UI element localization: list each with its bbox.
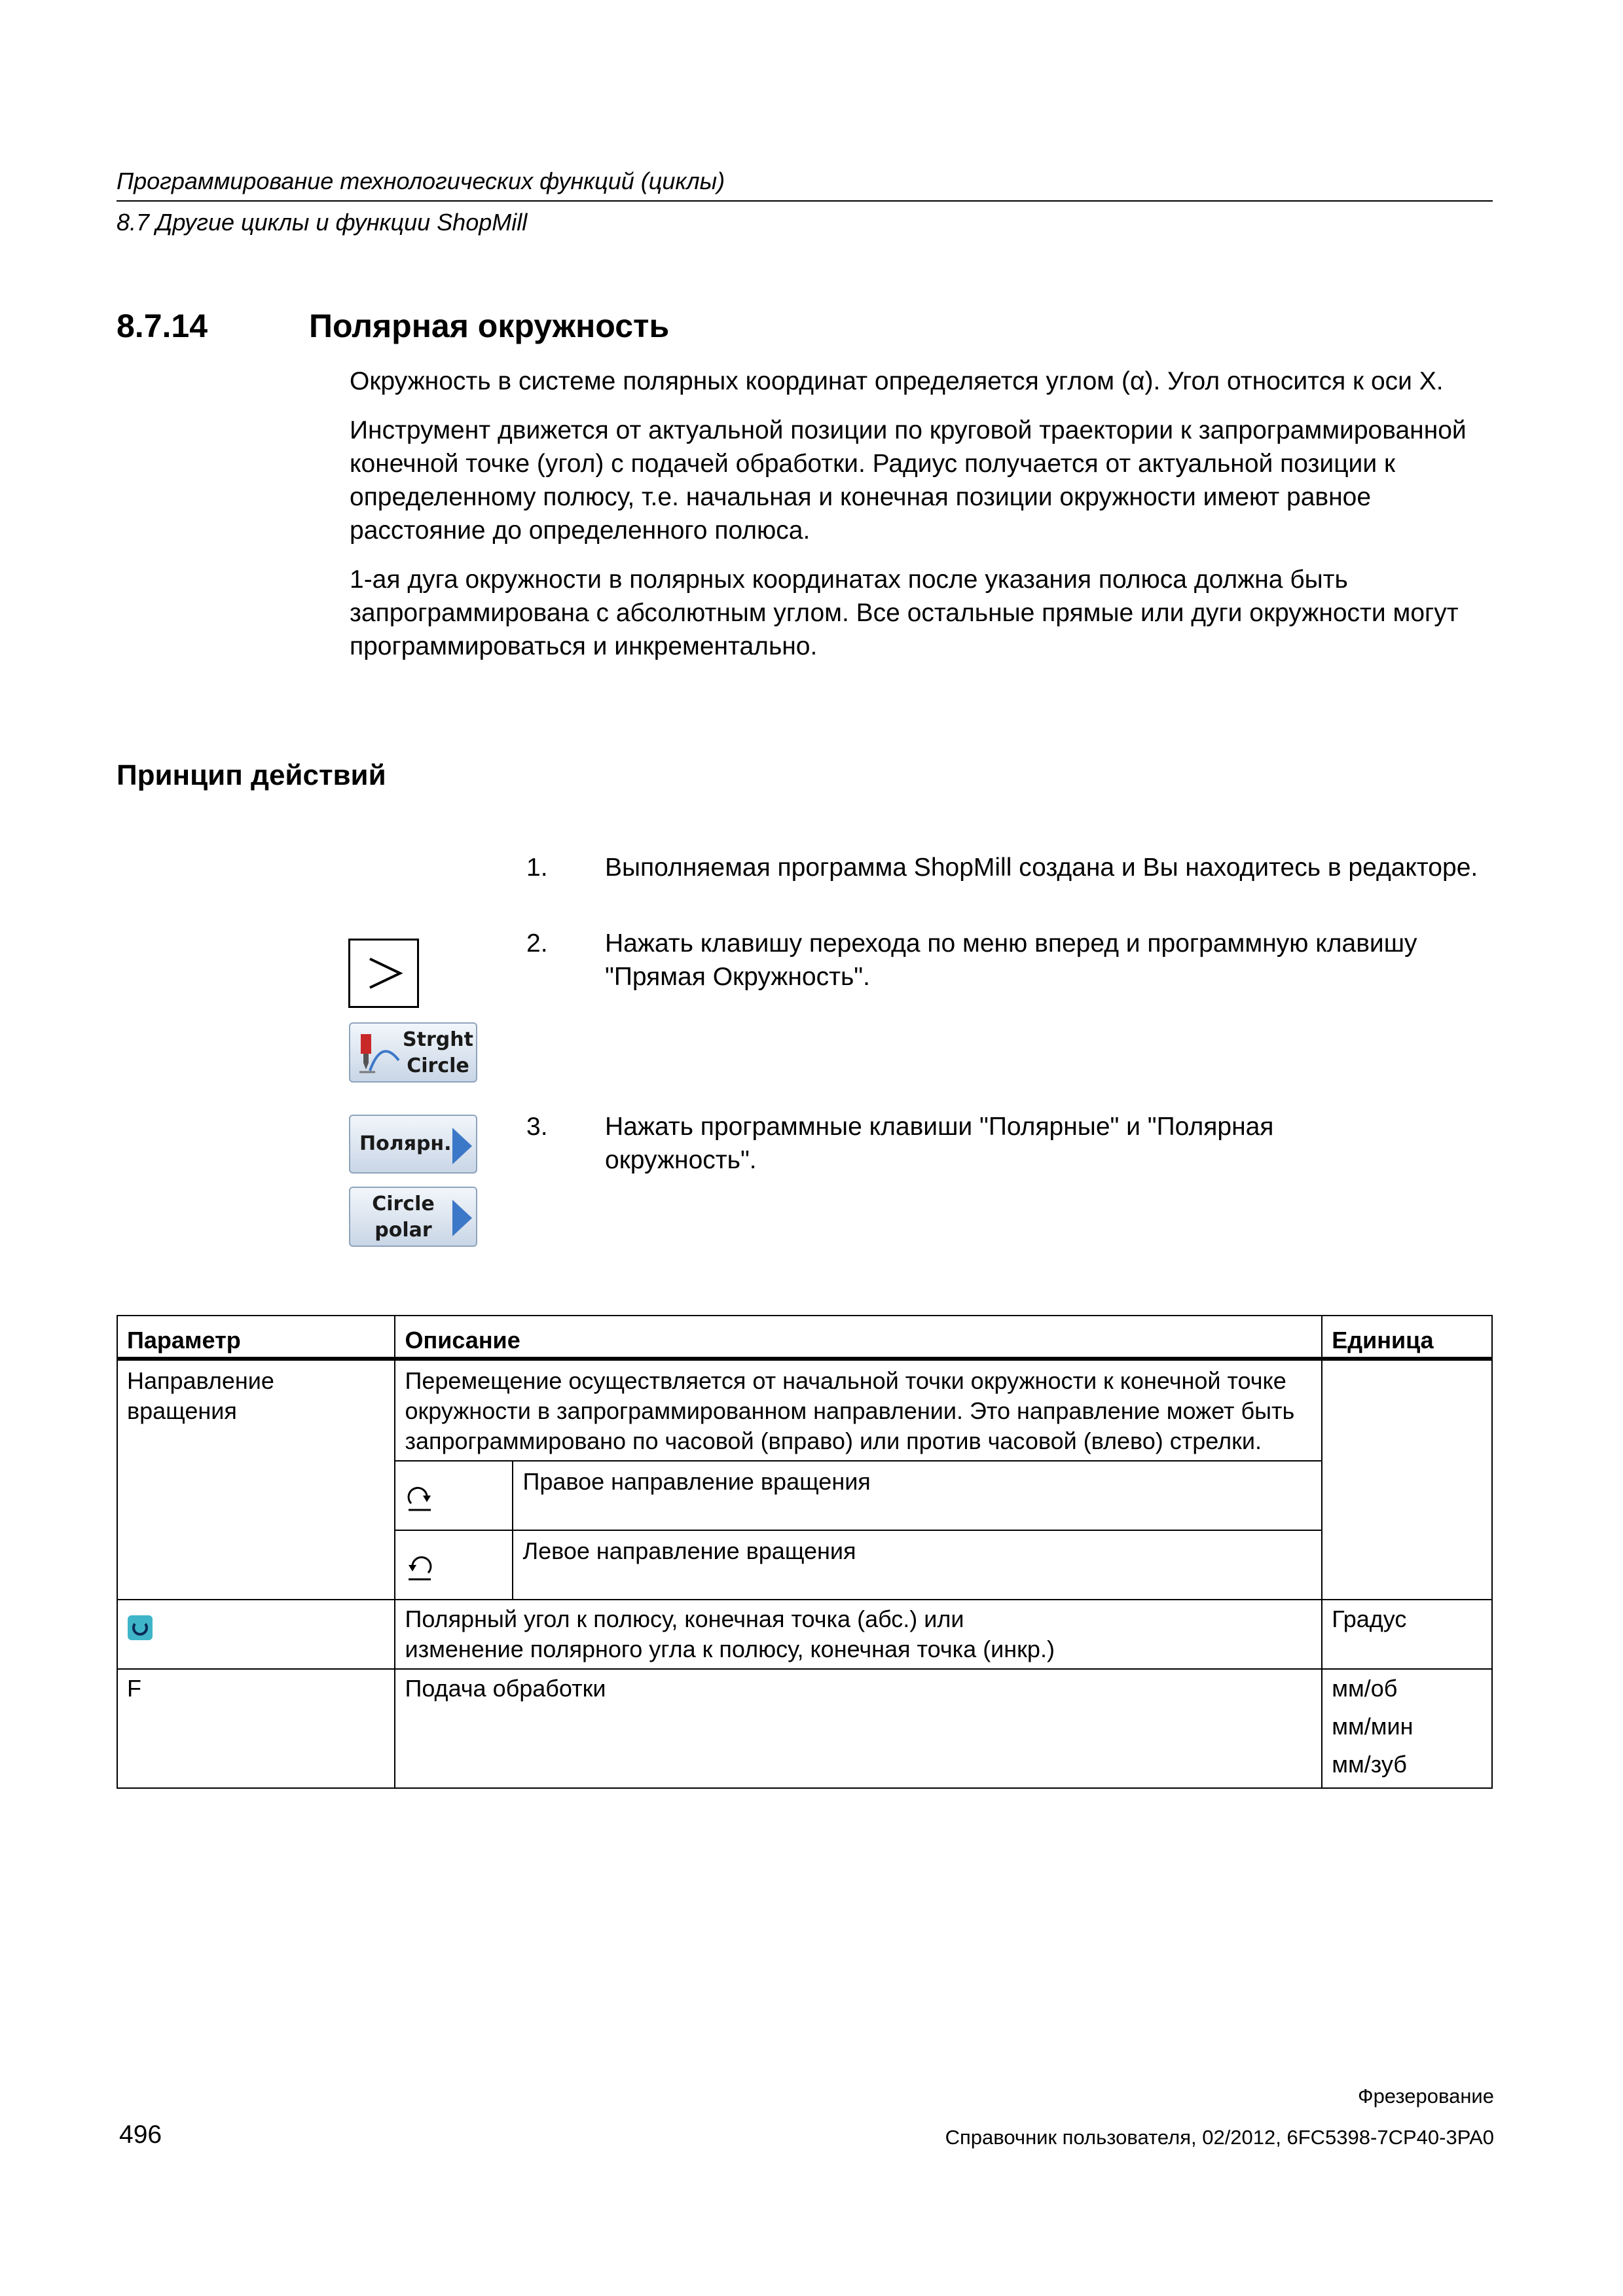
- softkey-label: polar: [374, 1219, 432, 1242]
- option-label: Левое направление вращения: [513, 1530, 1321, 1599]
- column-header: Параметр: [117, 1316, 395, 1359]
- softkey-label: Полярн.: [359, 1132, 452, 1155]
- column-header: Описание: [395, 1316, 1322, 1359]
- unit-value: мм/зуб: [1332, 1751, 1407, 1778]
- icon-cell: [395, 1461, 513, 1530]
- table-row: [117, 1359, 1492, 1600]
- menu-forward-key[interactable]: [348, 939, 419, 1008]
- step-text: Нажать программные клавиши "Полярные" и "Полярная окружность".: [605, 1113, 1274, 1174]
- step-number: 1.: [526, 853, 548, 882]
- table-row: [117, 1669, 1492, 1788]
- polar-softkey[interactable]: [349, 1115, 477, 1174]
- unit-cell: [1322, 1669, 1492, 1788]
- description-cell: [395, 1600, 1322, 1669]
- footer-product: Фрезерование: [1358, 2085, 1494, 2108]
- section-number: 8.7.14: [117, 308, 208, 344]
- running-header-section: 8.7 Другие циклы и функции ShopMill: [117, 209, 528, 236]
- description-text: Перемещение осуществляется от начальной точки окружности к конечной точке окружности в запрограммированном направлении. Это направление может быть запрограммировано по часовой (вправо) или против часовой (влево) стрелки.: [405, 1367, 1295, 1454]
- list-item: [395, 1530, 1321, 1599]
- param-name: Направление вращения: [127, 1367, 274, 1424]
- column-header: Единица: [1322, 1316, 1492, 1359]
- description-text: Полярный угол к полюсу, конечная точка (абс.) или изменение полярного угла к полюсу, конечная точка (инкр.): [405, 1605, 1055, 1662]
- chevron-right-icon: [350, 941, 417, 1006]
- unit-value: мм/об: [1332, 1675, 1398, 1702]
- procedure-heading: Принцип действий: [117, 759, 386, 791]
- running-header-chapter: Программирование технологических функций (циклы): [117, 168, 725, 194]
- unit-cell: Градус: [1322, 1600, 1492, 1669]
- page-number: 496: [119, 2121, 162, 2149]
- step-text: Выполняемая программа ShopMill создана и Вы находитесь в редакторе.: [605, 853, 1478, 882]
- mill-tool-arc-icon: [356, 1031, 403, 1076]
- list-item: [395, 1461, 1321, 1530]
- unit-value: мм/мин: [1332, 1713, 1413, 1740]
- table-row: [117, 1600, 1492, 1669]
- softkey-label: Strght: [403, 1028, 473, 1051]
- icon-cell: [395, 1530, 513, 1599]
- intro-paragraph: Инструмент движется от актуальной позиции по круговой траектории к запрограммированной конечной точке (угол) с подачей обработки. Радиус получается от актуальной позиции к определенному полюсу, т.е. начальная и конечная позиции окружности имеют равное расстояние до определенного полюса.: [350, 416, 1467, 545]
- description-cell: [395, 1359, 1322, 1600]
- param-name: F: [117, 1669, 395, 1788]
- param-cell: [117, 1359, 395, 1600]
- option-label: Правое направление вращения: [513, 1461, 1321, 1530]
- softkey-label: Circle: [372, 1193, 435, 1215]
- step-text: Нажать клавишу перехода по меню вперед и программную клавишу "Прямая Окружность".: [605, 929, 1417, 991]
- clockwise-rotation-icon: [405, 1481, 435, 1514]
- intro-paragraph: Окружность в системе полярных координат определяется углом (α). Угол относится к оси X.: [350, 367, 1444, 395]
- arrow-right-icon: [452, 1128, 472, 1164]
- section-title: Полярная окружность: [309, 308, 670, 344]
- footer-manual: Справочник пользователя, 02/2012, 6FC5398-7CP40-3PA0: [945, 2126, 1494, 2149]
- param-cell: [117, 1600, 395, 1669]
- description-text: Подача обработки: [395, 1669, 1322, 1788]
- arrow-right-icon: [452, 1200, 472, 1236]
- polar-angle-icon: [127, 1615, 153, 1641]
- unit-cell: [1322, 1359, 1492, 1600]
- step-number: 2.: [526, 929, 548, 958]
- intro-paragraph: 1-ая дуга окружности в полярных координатах после указания полюса должна быть запрограммирована с абсолютным углом. Все остальные прямые или дуги окружности могут программироваться и инкрементально.: [350, 565, 1459, 660]
- circle-polar-softkey[interactable]: [349, 1187, 477, 1247]
- step-number: 3.: [526, 1113, 548, 1141]
- header-rule: [117, 200, 1493, 202]
- softkey-label: Circle: [407, 1054, 469, 1077]
- straight-circle-softkey[interactable]: [349, 1022, 477, 1083]
- table-header-row: [117, 1316, 1492, 1359]
- parameter-table: [117, 1315, 1493, 1789]
- intro-text: [350, 365, 1489, 663]
- rotation-options: [395, 1460, 1321, 1599]
- counterclockwise-rotation-icon: [405, 1551, 435, 1583]
